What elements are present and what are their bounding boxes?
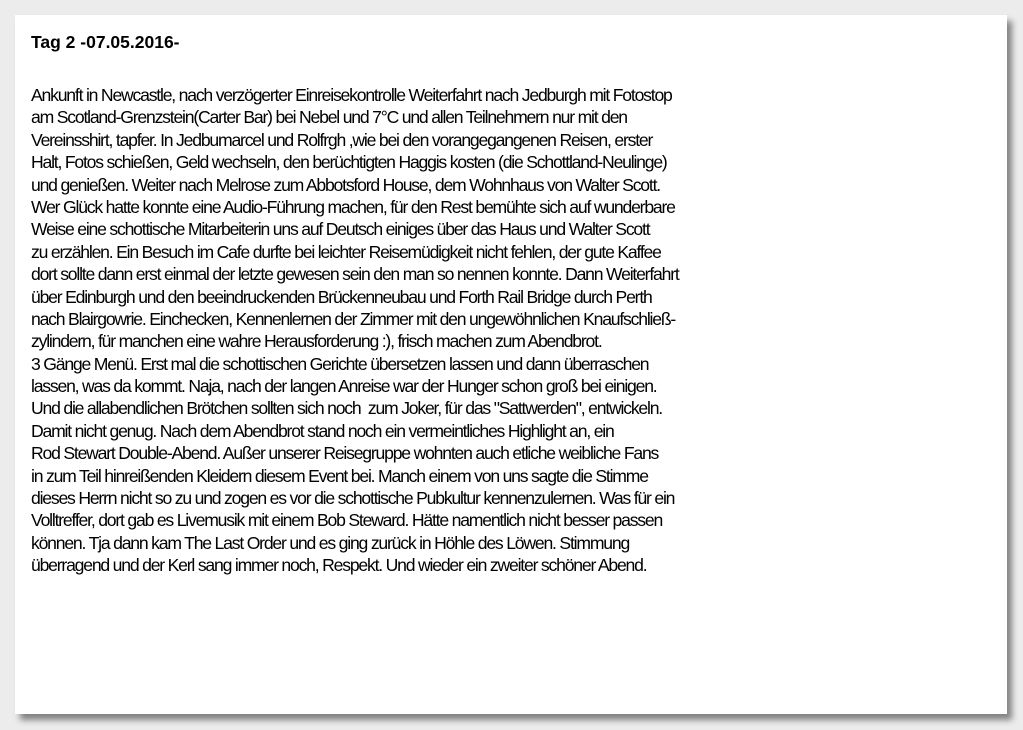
- text-line: Und die allabendlichen Brötchen sollten sich noch zum Joker, für das "Sattwerden", entwickeln.: [31, 398, 662, 419]
- text-line: Rod Stewart Double-Abend. Außer unserer Reisegruppe wohnten auch etliche weibliche Fans: [31, 443, 659, 464]
- text-line: Volltreffer, dort gab es Livemusik mit einem Bob Steward. Hätte namentlich nicht besser passen: [31, 510, 663, 531]
- text-line: dort sollte dann erst einmal der letzte gewesen sein den man so nennen konnte. Dann Weiterfahrt: [31, 264, 679, 285]
- text-line: können. Tja dann kam The Last Order und es ging zurück in Höhle des Löwen. Stimmung: [31, 532, 630, 553]
- text-line: Damit nicht genug. Nach dem Abendbrot stand noch ein vermeintliches Highlight an, ein: [31, 420, 614, 441]
- text-line: dieses Herrn nicht so zu und zogen es vor die schottische Pubkultur kennenzulernen. Was für ein: [31, 488, 675, 509]
- text-line: und genießen. Weiter nach Melrose zum Abbotsford House, dem Wohnhaus von Walter Scott.: [31, 174, 660, 195]
- text-line: Halt, Fotos schießen, Geld wechseln, den berüchtigten Haggis kosten (die Schottland-Neulinge): [31, 152, 667, 173]
- text-line: über Edinburgh und den beeindruckenden Brückenneubau und Forth Rail Bridge durch Perth: [31, 286, 652, 307]
- text-line: in zum Teil hinreißenden Kleidern diesem Event bei. Manch einem von uns sagte die Stimme: [31, 465, 648, 486]
- text-line: Vereinsshirt, tapfer. In Jedbumarcel und Rolfrgh ,wie bei den vorangegangenen Reisen, erster: [31, 129, 653, 150]
- page-title: Tag 2 -07.05.2016-: [31, 32, 180, 52]
- text-line: lassen, was da kommt. Naja, nach der langen Anreise war der Hunger schon groß bei einigen.: [31, 376, 657, 397]
- text-line: zylindern, für manchen eine wahre Herausforderung :), frisch machen zum Abendbrot.: [31, 331, 602, 352]
- text-line: nach Blairgowrie. Einchecken, Kennenlernen der Zimmer mit den ungewöhnlichen Knaufschließ-: [31, 308, 676, 329]
- document-page: [15, 15, 1007, 714]
- text-line: 3 Gänge Menü. Erst mal die schottischen Gerichte übersetzen lassen und dann überraschen: [31, 353, 649, 374]
- text-line: zu erzählen. Ein Besuch im Cafe durfte bei leichter Reisemüdigkeit nicht fehlen, der gute Kaffee: [31, 241, 661, 262]
- body-text: [31, 84, 1001, 577]
- text-line: am Scotland-Grenzstein(Carter Bar) bei Nebel und 7°C und allen Teilnehmern nur mit den: [31, 107, 627, 128]
- text-line: Weise eine schottische Mitarbeiterin uns auf Deutsch einiges über das Haus und Walter Scott: [31, 219, 650, 240]
- text-line: Ankunft in Newcastle, nach verzögerter Einreisekontrolle Weiterfahrt nach Jedburgh mit Fotostop: [31, 85, 672, 105]
- text-line: Wer Glück hatte konnte eine Audio-Führung machen, für den Rest bemühte sich auf wunderbare: [31, 196, 675, 217]
- text-line: überragend und der Kerl sang immer noch, Respekt. Und wieder ein zweiter schöner Abend.: [31, 555, 647, 576]
